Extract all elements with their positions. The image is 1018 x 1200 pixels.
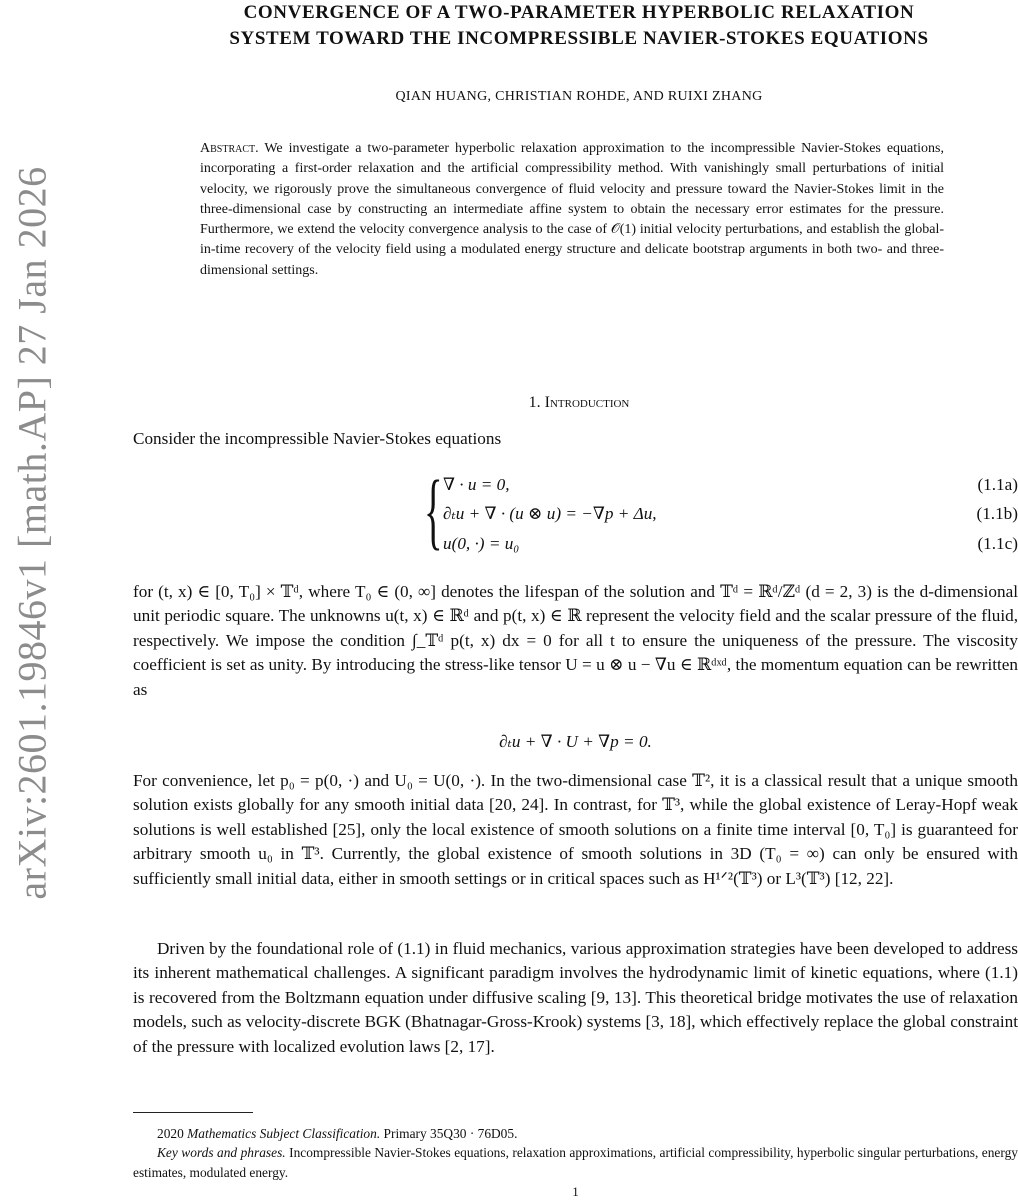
arxiv-side-stamp bbox=[2, 160, 62, 905]
definitions-paragraph: for (t, x) ∈ [0, T₀] × 𝕋ᵈ, where T₀ ∈ (0, ∞] denotes the lifespan of the solution and 𝕋ᵈ = ℝᵈ/ℤᵈ (d = 2, 3) is the d-dimensional unit periodic square. The unknowns u(t, x) ∈ ℝᵈ and p(t, x) ∈ ℝ represent the velocity field and the scalar pressure of the fluid, respectively. We impose the condition ∫_𝕋ᵈ p(t, x) dx = 0 for all t to ensure the uniqueness of the pressure. The viscosity coefficient is set as unity. By introducing the stress-like tensor U = u ⊗ u − ∇u ∈ ℝᵈˣᵈ, the momentum equation can be rewritten as bbox=[133, 582, 1018, 699]
author-list: QIAN HUANG, CHRISTIAN ROHDE, AND RUIXI ZHANG bbox=[395, 89, 763, 104]
left-brace-icon: { bbox=[424, 462, 443, 558]
keywords-value: Incompressible Navier-Stokes equations, relaxation approximations, artificial compressibility, hyperbolic singular perturbations, energy estimates, modulated energy. bbox=[133, 1145, 1018, 1180]
title-line-1: CONVERGENCE OF A TWO-PARAMETER HYPERBOLIC RELAXATION bbox=[243, 2, 915, 23]
arxiv-identifier: arXiv:2601.19846v1 [math.AP] 27 Jan 2026 bbox=[9, 165, 55, 900]
momentum-equation: ∂ₜu + ∇ · U + ∇p = 0. bbox=[499, 732, 652, 751]
section-number: 1. bbox=[528, 394, 541, 411]
section-heading bbox=[140, 394, 1018, 412]
equation-label-1-1b: (1.1b) bbox=[976, 504, 1018, 523]
msc-year: 2020 bbox=[157, 1126, 184, 1141]
equation-1-1c: u(0, ·) = u₀ bbox=[443, 534, 520, 553]
equation-1-1b: ∂ₜu + ∇ · (u ⊗ u) = −∇p + Δu, bbox=[443, 504, 657, 523]
keywords-label: Key words and phrases. bbox=[157, 1145, 286, 1160]
equation-label-1-1c: (1.1c) bbox=[977, 534, 1018, 553]
title-line-2: SYSTEM TOWARD THE INCOMPRESSIBLE NAVIER-STOKES EQUATIONS bbox=[229, 28, 929, 49]
msc-value: Primary 35Q30 · 76D05. bbox=[383, 1126, 518, 1141]
section-title: Introduction bbox=[544, 394, 630, 411]
equation-label-1-1a: (1.1a) bbox=[977, 475, 1018, 494]
page-number: 1 bbox=[572, 1184, 579, 1199]
intro-paragraph: Consider the incompressible Navier-Stokes equations bbox=[133, 429, 502, 448]
navier-stokes-system bbox=[400, 462, 1018, 562]
footnote-rule bbox=[133, 1112, 253, 1113]
msc-label: Mathematics Subject Classification. bbox=[187, 1126, 381, 1141]
abstract-label: Abstract. bbox=[200, 141, 259, 156]
keywords-footnote bbox=[133, 1143, 1018, 1183]
msc-footnote bbox=[133, 1124, 1018, 1144]
abstract bbox=[200, 139, 944, 281]
paper-title bbox=[140, 0, 1018, 52]
driven-paragraph: Driven by the foundational role of (1.1) in fluid mechanics, various approximation strategies have been developed to address its inherent mathematical challenges. A significant paradigm involves the hydrodynamic limit of kinetic equations, where (1.1) is recovered from the Boltzmann equation under diffusive scaling [9, 13]. This theoretical bridge motivates the use of relaxation models, such as velocity-discrete BGK (Bhatnagar-Gross-Krook) systems [3, 18], which effectively replace the global constraint of the pressure with localized evolution laws [2, 17]. bbox=[133, 939, 1018, 1056]
equation-1-1a: ∇ · u = 0, bbox=[443, 475, 510, 494]
abstract-text: We investigate a two-parameter hyperbolic relaxation approximation to the incompressible Navier-Stokes equations, incorporating a first-order relaxation and the artificial compressibility method. With vanishingly small perturbations of initial velocity, we rigorously prove the simultaneous convergence of fluid velocity and pressure toward the Navier-Stokes limit in the three-dimensional case by constructing an intermediate affine system to obtain the necessary error estimates for the pressure. Furthermore, we extend the velocity convergence analysis to the case of 𝒪(1) initial velocity perturbations, and establish the global-in-time recovery of the velocity field using a modulated energy structure and delicate bootstrap arguments in both two- and three-dimensional settings. bbox=[200, 141, 944, 278]
convenience-paragraph: For convenience, let p₀ = p(0, ·) and U₀ = U(0, ·). In the two-dimensional case 𝕋², it is a classical result that a unique smooth solution exists globally for any smooth initial data [20, 24]. In contrast, for 𝕋³, while the global existence of Leray-Hopf weak solutions is well established [25], only the local existence of smooth solutions on a finite time interval [0, T₀] is guaranteed for arbitrary smooth u₀ in 𝕋³. Currently, the global existence of smooth solutions in 3D (T₀ = ∞) can only be ensured with sufficiently small initial data, either in smooth settings or in critical spaces such as H¹ᐟ²(𝕋³) or L³(𝕋³) [12, 22]. bbox=[133, 771, 1018, 888]
